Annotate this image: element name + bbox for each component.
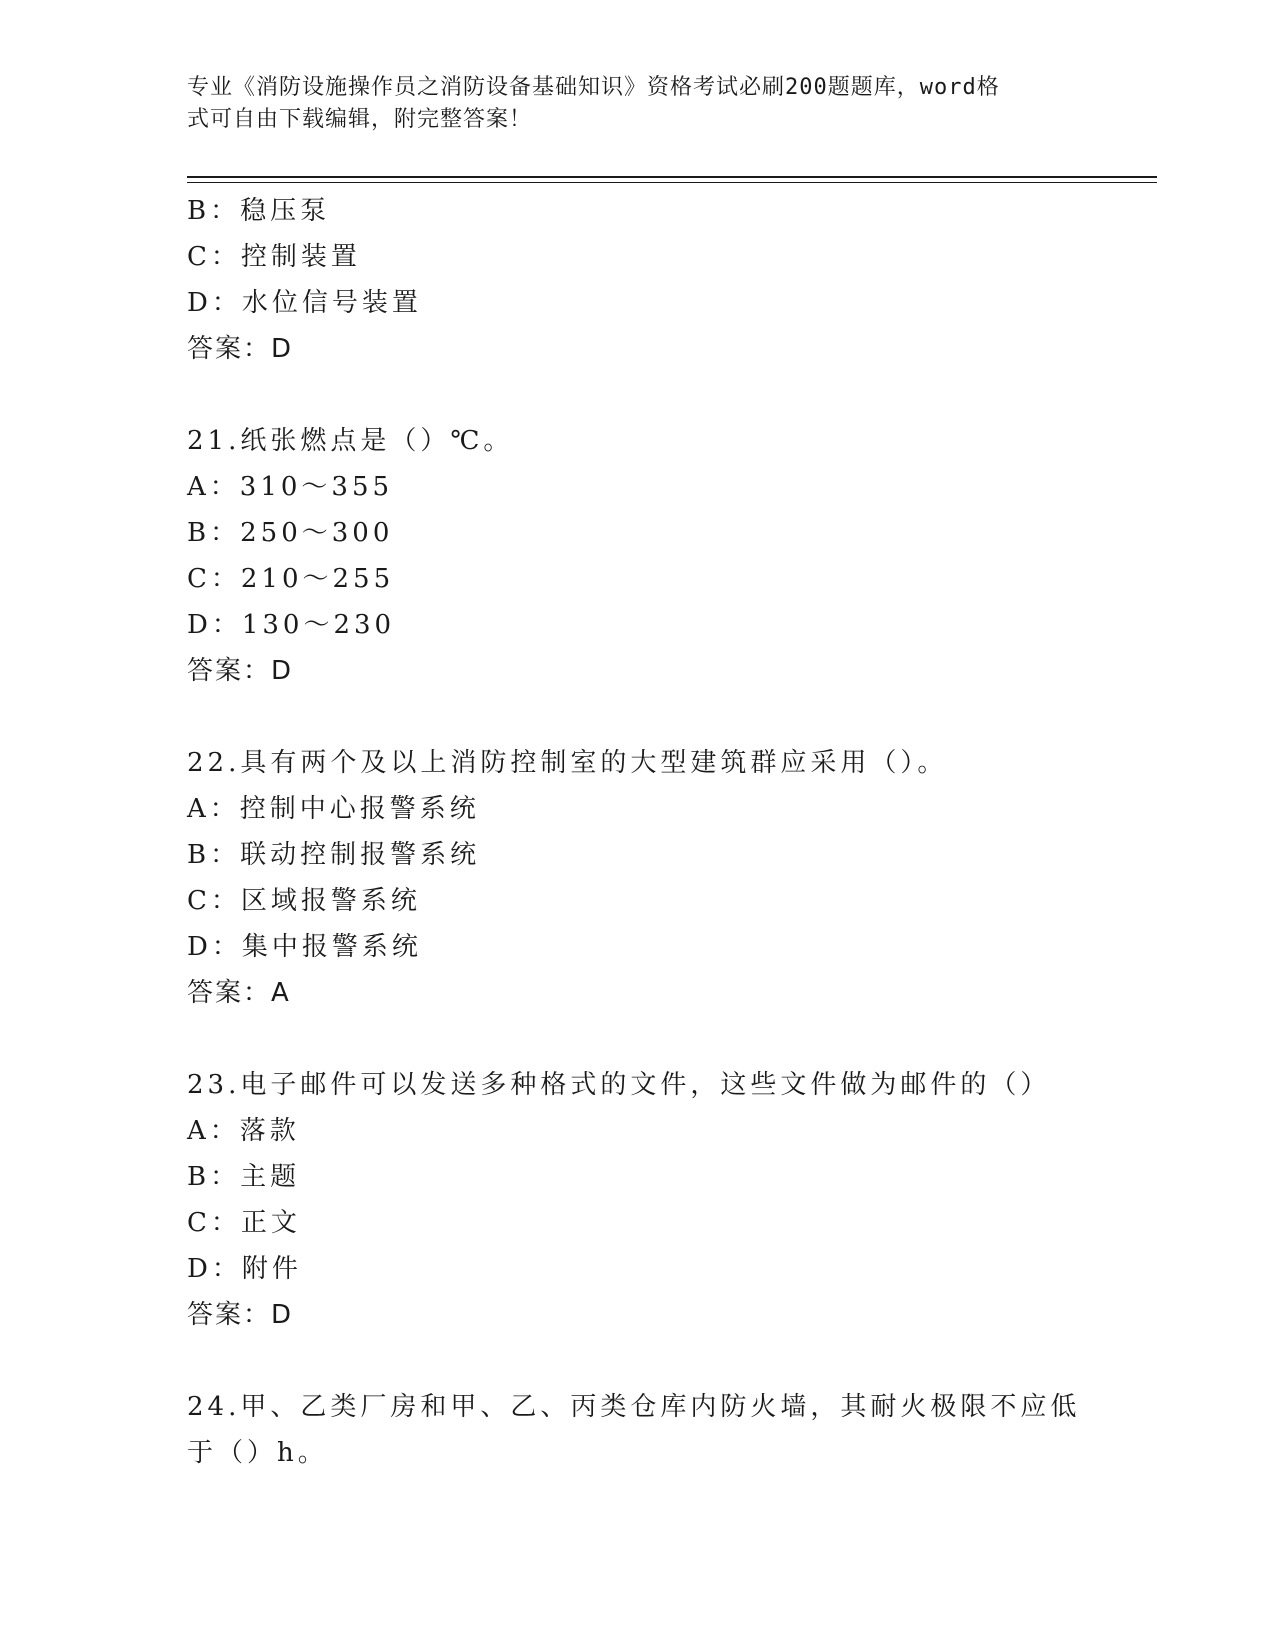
question-21 <box>187 418 1087 694</box>
option-c: C：控制装置 <box>187 242 361 272</box>
answer: 答案：A <box>187 978 291 1008</box>
question-text: 22.具有两个及以上消防控制室的大型建筑群应采用（）。 <box>187 748 948 778</box>
answer: 答案：D <box>187 334 294 364</box>
header-rule-thick <box>187 176 1157 178</box>
option-b: B：稳压泵 <box>187 196 331 226</box>
option-b: B：主题 <box>187 1162 301 1192</box>
question-text: 21.纸张燃点是（）℃。 <box>187 426 514 456</box>
option-d: D：水位信号装置 <box>187 288 422 318</box>
question-text: 24.甲、乙类厂房和甲、乙、丙类仓库内防火墙，其耐火极限不应低于（）h。 <box>187 1392 1081 1468</box>
question-23 <box>187 1062 1087 1338</box>
option-c: C：正文 <box>187 1208 301 1238</box>
option-c: C：区域报警系统 <box>187 886 421 916</box>
option-a: A：控制中心报警系统 <box>187 794 480 824</box>
option-b: B：250～300 <box>187 518 394 548</box>
question-24 <box>187 1384 1087 1476</box>
header-rule-thin <box>187 182 1157 183</box>
question-content <box>187 188 1087 1476</box>
question-text: 23.电子邮件可以发送多种格式的文件，这些文件做为邮件的（） <box>187 1070 1051 1100</box>
option-b: B：联动控制报警系统 <box>187 840 481 870</box>
option-d: D：集中报警系统 <box>187 932 422 962</box>
option-a: A：落款 <box>187 1116 300 1146</box>
option-d: D：130～230 <box>187 610 396 640</box>
option-a: A：310～355 <box>187 472 394 502</box>
option-d: D：附件 <box>187 1254 302 1284</box>
document-header: 专业《消防设施操作员之消防设备基础知识》资格考试必刷200题题库，word格 式可自由下载编辑，附完整答案！ <box>187 75 1000 132</box>
answer: 答案：D <box>187 656 294 686</box>
option-c: C：210～255 <box>187 564 395 594</box>
question-22 <box>187 740 1087 1016</box>
answer: 答案：D <box>187 1300 294 1330</box>
